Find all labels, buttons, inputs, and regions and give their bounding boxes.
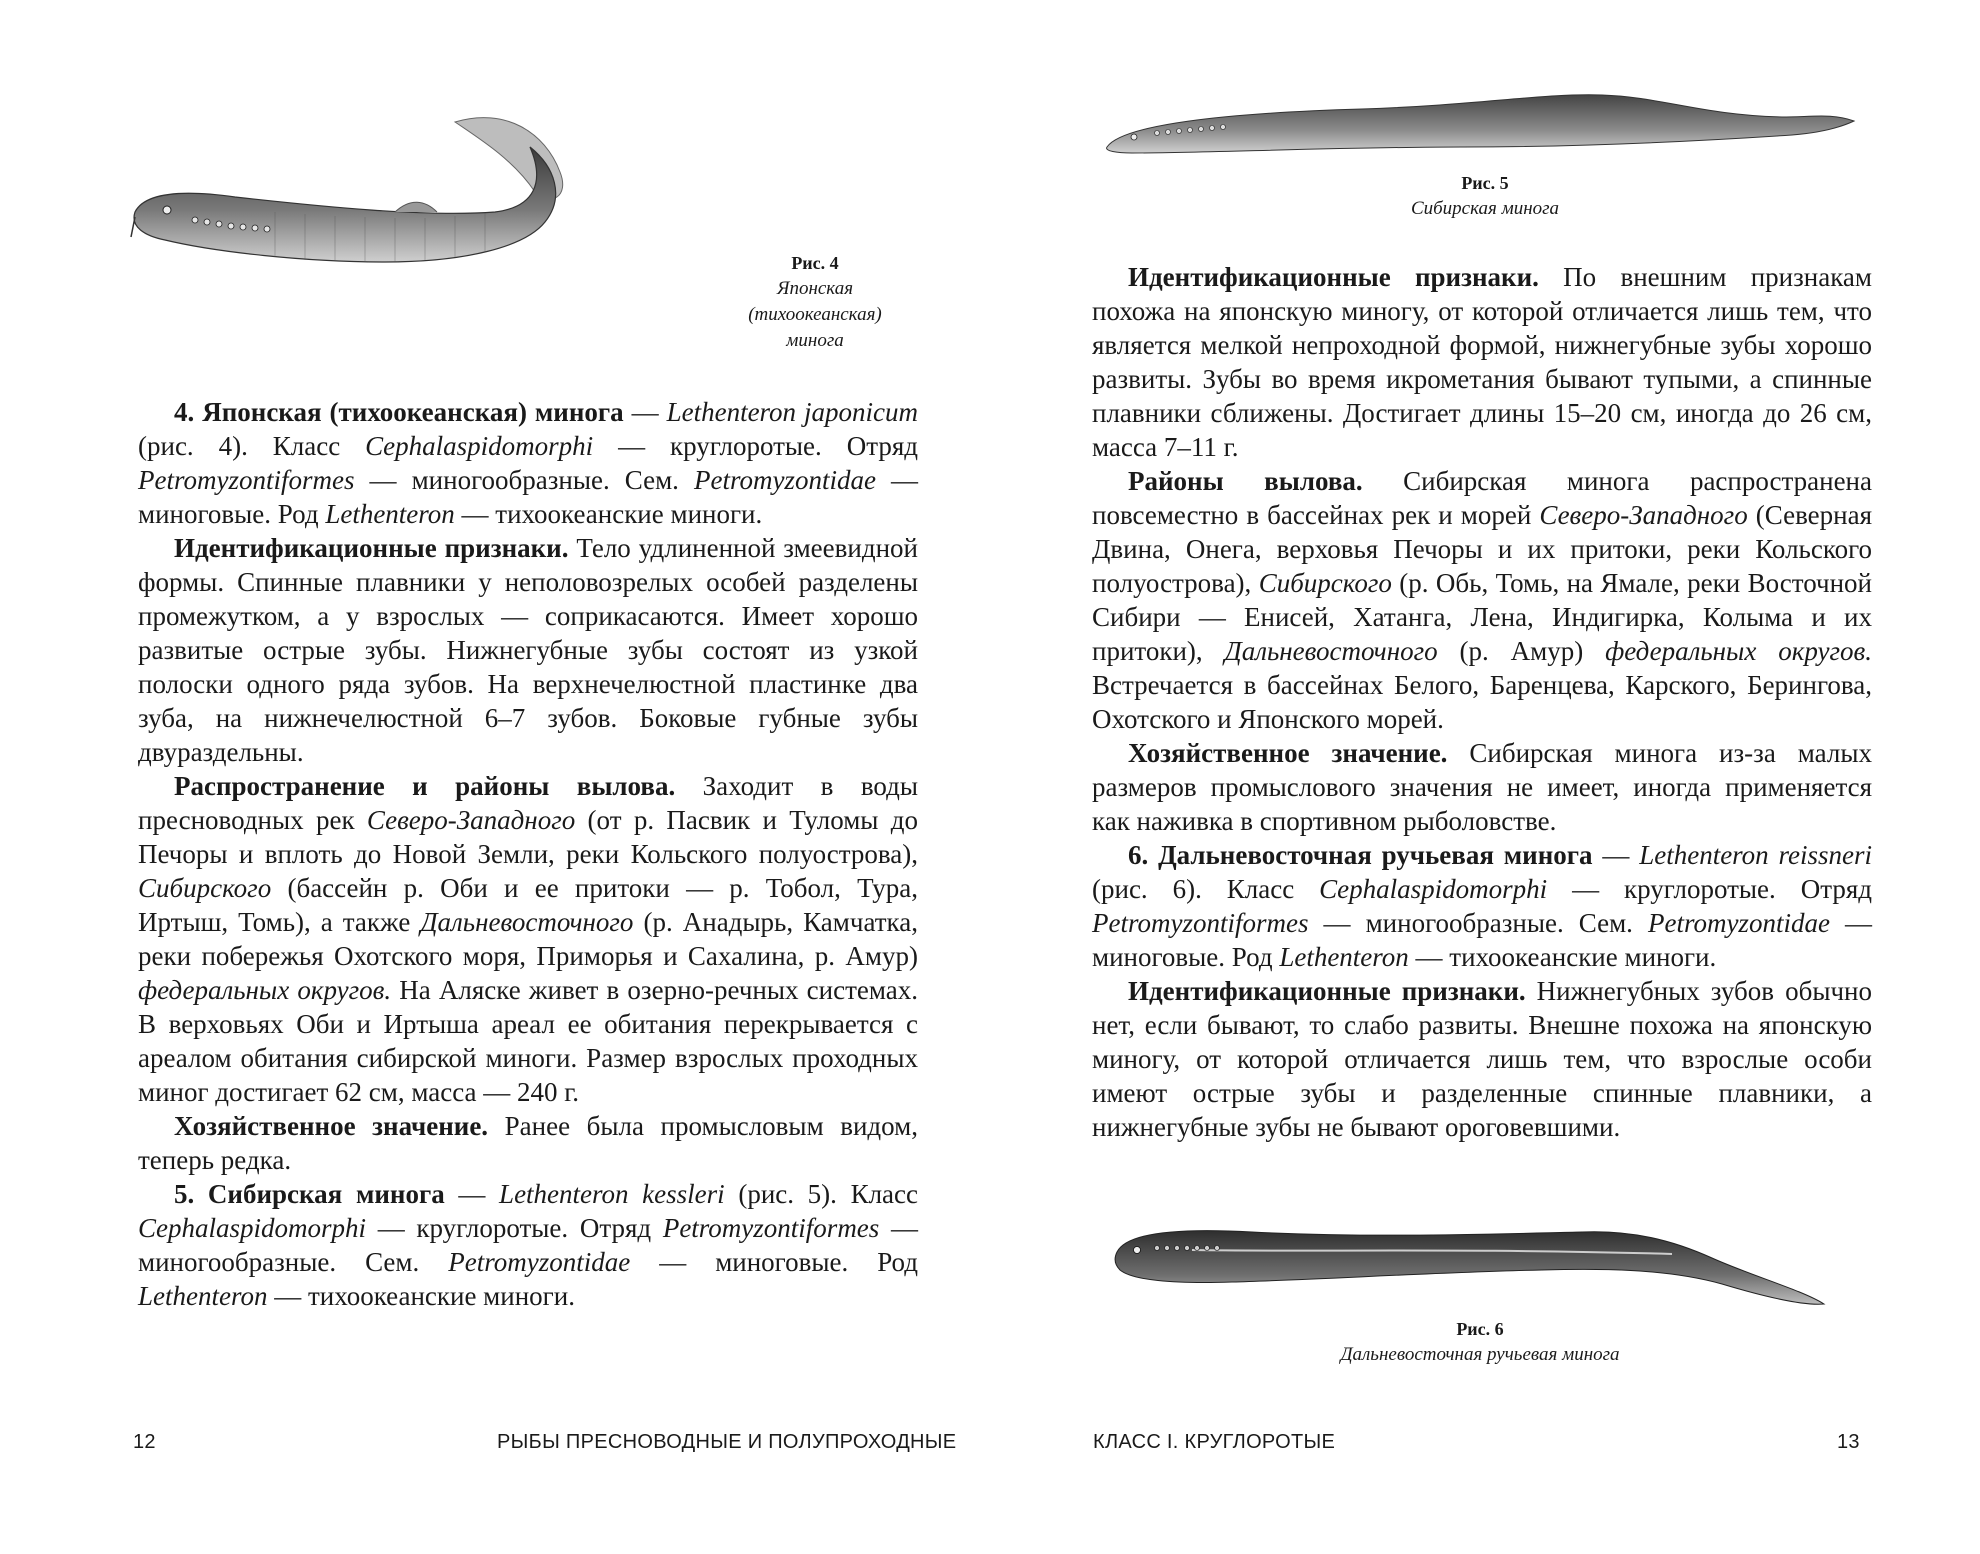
latin-name: Petromyzontidae [693,465,876,495]
latin-name: Cephalaspidomorphi [1319,874,1548,904]
figure-label: Рис. 4 [791,253,839,273]
right-page [990,0,1980,1554]
caption-line: (тихоокеанская) [748,304,882,325]
figure-6-caption [1170,1316,1790,1368]
species-heading: 6. Дальневосточная ручьевая минога [1128,840,1593,870]
left-body-text [138,395,918,1313]
text-run: — тихоокеанские миноги. [267,1281,575,1311]
text-run: — тихоокеанские миноги. [454,499,763,529]
section-heading: Районы вылова. [1128,466,1363,496]
text-run: На Аляске живет в озерно-речных системах. В верховьях Оби и Иртыша ареал ее обитания перекрывается с ареалом обитания сибирской миноги. Размер взрослых проходных миног достигает 62 см, масса — 240 г. [138,975,918,1107]
paragraph [1092,260,1872,464]
text-run: (рис. 4). Класс [138,431,366,461]
species-heading: 5. Сибирская минога [174,1179,445,1209]
text-run: — круглоротые. Отряд [593,431,918,461]
latin-name: Lethenteron kessleri [499,1179,725,1209]
latin-name: Petromyzontidae [1647,908,1830,938]
latin-name: Lethenteron [138,1281,268,1311]
text-run: Нижнегубных зубов обычно нет, если бывают, то слабо развиты. Внешне похожа на японскую миногу, от которой отличается лишь тем, что взрослые особи имеют острые зубы и разделенные спинные плавники, а нижнегубные зубы не бывают ороговевшими. [1092,976,1872,1142]
figure-4-caption [720,250,910,354]
text-run: Встречается в бассейнах Белого, Баренцева, Карского, Берингова, Охотского и Японского морей. [1092,670,1872,734]
text-run: Тело удлиненной змеевидной формы. Спинные плавники у неполовозрелых особей разделены промежутком, а у взрослых — соприкасаются. Имеет хорошо развитые острые зубы. Нижнегубные зубы состоят из узкой полоски одного ряда зубов. На верхнечелюстной пластинке два зуба, на нижнечелюстной 6–7 зубов. Боковые губные зубы двураздельны. [138,533,918,767]
section-heading: Распространение и районы вылова. [174,771,676,801]
species-heading: 4. Японская (тихоокеанская) минога [174,397,624,427]
text-run: (рис. 6). Класс [1092,874,1320,904]
text-run: — миногообразные. Сем. [1308,908,1648,938]
italic-run: федеральных округов. [1605,636,1872,666]
text-run: (р. Анадырь, Камчатка, реки побережья Охотского моря, Приморья и Сахалина, р. Амур) [138,907,918,971]
italic-run: федеральных округов. [138,975,392,1005]
text-run: — миногообразные. Сем. [354,465,694,495]
latin-name: Lethenteron reissneri [1639,840,1872,870]
text-run: (Северная Двина, Онега, верховья Печоры и их притоки, реки Кольского полуострова), [1092,500,1873,598]
text-run: — [1592,840,1640,870]
paragraph [138,1177,918,1313]
text-run: — миногообразные. Сем. [138,1213,919,1277]
lamprey-illustration-icon [1102,85,1862,165]
paragraph [1092,736,1872,838]
latin-name: Lethenteron [325,499,455,529]
latin-name: Cephalaspidomorphi [365,431,594,461]
caption-line: минога [786,330,844,351]
text-run: (от р. Пасвик и Туломы до Печоры и вплоть до Новой Земли, реки Кольского полуострова), [138,805,918,869]
text-run: — миноговые. Род [138,465,918,529]
latin-name: Petromyzontiformes [1092,908,1309,938]
text-run: По внешним признакам похожа на японскую миногу, от которой отличается лишь тем, что является мелкой непроходной формой, нижнегубные зубы хорошо развиты. Зубы во время икрометания бывают тупыми, а спинные плавники сближены. Достигает длины 15–20 см, иногда до 26 см, масса 7–11 г. [1092,262,1872,462]
text-run: Заходит в воды пресноводных рек [138,771,918,835]
text-run: (бассейн р. Оби и ее притоки — р. Тобол, Тура, Иртыш, Томь), а также [138,873,918,937]
section-heading: Идентификационные признаки. [174,533,569,563]
latin-name: Lethenteron [1279,942,1409,972]
paragraph [138,531,918,769]
section-heading: Идентификационные признаки. [1128,976,1526,1006]
paragraph [138,395,918,531]
caption-line: Японская [776,278,854,299]
text-run: (р. Амур) [1437,636,1606,666]
text-run: — [623,397,667,427]
paragraph [1092,464,1872,736]
text-run: — [444,1179,500,1209]
latin-name: Cephalaspidomorphi [138,1213,367,1243]
text-run: Сибирская минога из-за малых размеров промыслового значения не имеет, иногда применяется как наживка в спортивном рыболовстве. [1092,738,1872,836]
paragraph [138,1109,918,1177]
figure-caption: Дальневосточная ручьевая минога [1340,1344,1620,1365]
text-run: — миноговые. Род [630,1247,919,1277]
figure-6 [1112,1210,1832,1320]
italic-run: Северо-Западного [1539,500,1748,530]
latin-name: Petromyzontidae [448,1247,631,1277]
figure-5-caption [1280,170,1690,222]
figure-label: Рис. 6 [1456,1319,1504,1339]
figure-caption: Сибирская минога [1410,198,1560,219]
section-heading: Хозяйственное значение. [174,1111,489,1141]
text-run: — миноговые. Род [1092,908,1872,972]
text-run: — тихоокеанские миноги. [1408,942,1717,972]
paragraph [138,769,918,1109]
latin-name: Lethenteron japonicum [666,397,918,427]
paragraph [1092,974,1872,1144]
page-number: 12 [133,1431,156,1453]
page-number: 13 [1837,1431,1860,1453]
text-run: Сибирская минога распространена повсеместно в бассейнах рек и морей [1092,466,1872,530]
figure-4 [125,112,705,352]
section-heading: Хозяйственное значение. [1128,738,1448,768]
lamprey-illustration-icon [125,112,705,352]
text-run: — круглоротые. Отряд [1547,874,1872,904]
italic-run: Северо-Западного [366,805,576,835]
lamprey-illustration-icon [1112,1210,1832,1320]
italic-run: Сибирского [1258,568,1392,598]
figure-5 [1102,85,1862,165]
italic-run: Дальневосточного [1224,636,1438,666]
latin-name: Petromyzontiformes [662,1213,880,1243]
text-run: (р. Обь, Томь, на Ямале, реки Восточной Сибири — Енисей, Хатанга, Лена, Индигирка, Колыма и их притоки), [1092,568,1872,666]
running-title: КЛАСС I. КРУГЛОРОТЫЕ [1093,1431,1336,1453]
figure-label: Рис. 5 [1461,173,1509,193]
text-run: (рис. 5). Класс [724,1179,919,1209]
italic-run: Дальневосточного [420,907,634,937]
italic-run: Сибирского [138,873,272,903]
paragraph [1092,838,1872,974]
running-title: РЫБЫ ПРЕСНОВОДНЫЕ И ПОЛУПРОХОДНЫЕ [497,1431,957,1453]
right-body-text [1092,260,1872,1144]
section-heading: Идентификационные признаки. [1128,262,1539,292]
text-run: — круглоротые. Отряд [366,1213,663,1243]
latin-name: Petromyzontiformes [138,465,355,495]
text-run: Ранее была промысловым видом, теперь редка. [138,1111,918,1175]
